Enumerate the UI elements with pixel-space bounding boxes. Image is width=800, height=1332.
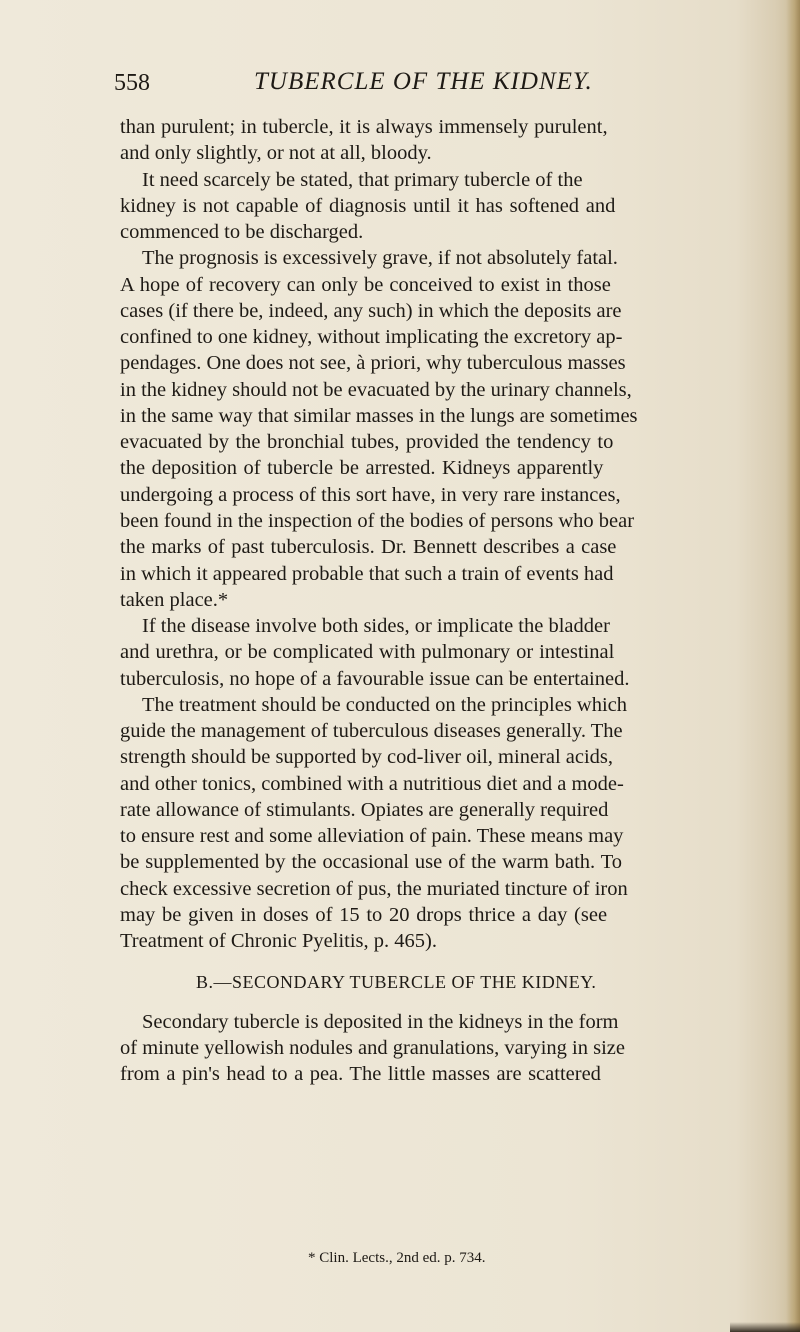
section-gap: [120, 955, 734, 969]
text-line: strength should be supported by cod-liver oil, mineral acids,: [120, 746, 614, 769]
text-line: The prognosis is excessively grave, if not absolutely fatal.: [142, 247, 618, 270]
text-line: than purulent; in tubercle, it is always immensely purulent,: [120, 116, 608, 138]
text-line: been found in the inspection of the bodies of persons who bear: [120, 509, 635, 532]
text-line: kidney is not capable of diagnosis until it has softened and: [120, 194, 616, 217]
page-corner-shadow: [730, 1322, 800, 1332]
text-line: The treatment should be conducted on the principles which: [142, 693, 628, 716]
text-line: cases (if there be, indeed, any such) in which the deposits are: [120, 299, 622, 322]
footnote: * Clin. Lects., 2nd ed. p. 734.: [308, 1250, 486, 1266]
text-line: and other tonics, combined with a nutritious diet and a mode-: [120, 772, 624, 795]
text-line: in the same way that similar masses in the lungs are sometimes: [120, 404, 638, 427]
text-line: undergoing a process of this sort have, in very rare instances,: [120, 483, 621, 506]
page-number: 558: [114, 70, 150, 96]
page-edge-shadow: [786, 0, 800, 1332]
text-line: taken place.*: [120, 588, 229, 611]
body-text: [120, 114, 734, 1088]
page-header: [114, 70, 734, 106]
text-line: If the disease involve both sides, or implicate the bladder: [142, 615, 610, 638]
text-line: may be given in doses of 15 to 20 drops thrice a day (see: [120, 903, 608, 926]
text-line: Secondary tubercle is deposited in the kidneys in the form: [142, 1010, 619, 1033]
text-line: from a pin's head to a pea. The little masses are scattered: [120, 1063, 601, 1086]
text-line: of minute yellowish nodules and granulations, varying in size: [120, 1037, 626, 1060]
text-line: be supplemented by the occasional use of the warm bath. To: [120, 851, 623, 874]
text-line: in the kidney should not be evacuated by the urinary channels,: [120, 378, 632, 401]
text-line: and only slightly, or not at all, bloody.: [120, 142, 432, 165]
text-line: the marks of past tuberculosis. Dr. Bennett describes a case: [120, 536, 617, 559]
section-gap: [120, 995, 734, 1009]
text-line: to ensure rest and some alleviation of pain. These means may: [120, 825, 624, 848]
text-line: rate allowance of stimulants. Opiates are generally required: [120, 798, 609, 821]
text-line: Treatment of Chronic Pyelitis, p. 465).: [120, 930, 437, 953]
running-title: TUBERCLE OF THE KIDNEY.: [254, 68, 593, 95]
text-line: A hope of recovery can only be conceived to exist in those: [120, 273, 611, 296]
text-line: tuberculosis, no hope of a favourable issue can be entertained.: [120, 667, 630, 690]
text-line: commenced to be discharged.: [120, 221, 364, 244]
text-line: confined to one kidney, without implicating the excretory ap-: [120, 326, 623, 349]
text-line: evacuated by the bronchial tubes, provided the tendency to: [120, 431, 614, 454]
text-line: guide the management of tuberculous diseases generally. The: [120, 720, 623, 743]
text-line: check excessive secretion of pus, the muriated tincture of iron: [120, 877, 628, 900]
text-line: and urethra, or be complicated with pulmonary or intestinal: [120, 641, 615, 664]
text-line: in which it appeared probable that such a train of events had: [120, 562, 614, 585]
section-heading: B.—SECONDARY TUBERCLE OF THE KIDNEY.: [196, 971, 597, 992]
text-line: pendages. One does not see, à priori, why tuberculous masses: [120, 352, 626, 375]
text-line: the deposition of tubercle be arrested. Kidneys apparently: [120, 457, 604, 480]
text-line: It need scarcely be stated, that primary tubercle of the: [142, 168, 583, 191]
